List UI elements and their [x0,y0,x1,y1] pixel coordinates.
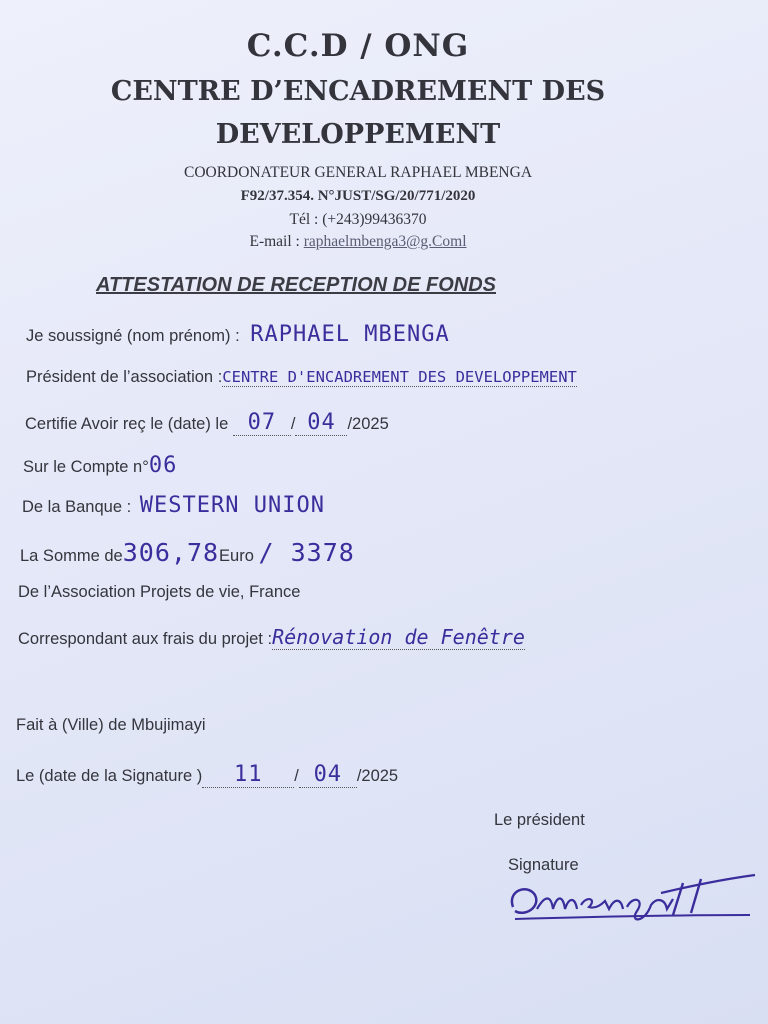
certify-day: 07 [233,410,291,436]
email-label: E-mail : [249,233,304,250]
project-value: Rénovation de Fenêtre [272,625,525,649]
sum-currency: Euro [219,547,254,565]
president-row [26,368,577,387]
email-line [0,233,716,251]
sum-label: La Somme de [20,547,123,565]
document-title: ATTESTATION DE RECEPTION DE FONDS [96,274,497,296]
project-label: Correspondant aux frais du projet : [18,630,273,648]
sign-date-row: Le (date de la Signature ) 11 / 04 /2025 [16,762,399,787]
sign-year: /2025 [356,767,399,785]
president-value: CENTRE D'ENCADREMENT DES DEVELOPPEMENT [222,368,577,386]
sign-date-label: Le (date de la Signature ) [16,767,203,785]
project-row [18,625,525,650]
org-name-line1: CENTRE D’ENCADREMENT DES [110,76,606,107]
account-label: Sur le Compte n° [23,458,149,476]
coordinator-line: COORDONATEUR GENERAL RAPHAEL MBENGA [183,164,533,181]
handwritten-signature [505,865,765,935]
made-in-line: Fait à (Ville) de Mbujimayi [16,716,206,734]
email-link[interactable]: raphaelmbenga3@g.Coml [303,233,467,250]
certify-year: /2025 [347,415,389,433]
certify-row: Certifie Avoir reç le (date) le 07 / 04 /2025 [25,410,389,435]
name-row [26,322,450,347]
bank-row [22,493,325,518]
org-name-line2: DEVELOPPEMENT [215,119,501,150]
phone-line: Tél : (+243)99436370 [289,211,427,228]
sum-value: 306,78 [122,538,220,567]
sign-month: 04 [299,762,357,788]
org-acronym: C.C.D / ONG [246,28,470,64]
account-row [23,453,177,478]
name-value: RAPHAEL MBENGA [250,322,450,347]
association-line: De l’Association Projets de vie, France [18,583,301,601]
president-label: Président de l’association : [26,368,223,386]
sign-day: 11 [202,762,294,788]
name-label: Je soussigné (nom prénom) : [26,327,240,345]
certify-label: Certifie Avoir reç le (date) le [25,415,229,433]
bank-value: WESTERN UNION [139,493,325,518]
signature-label: Signature [508,856,579,874]
sum-row [20,538,355,567]
sum-extra: / 3378 [258,538,355,567]
registration-number: F92/37.354. N°JUST/SG/20/771/2020 [240,188,476,204]
account-value: 06 [148,453,178,478]
certify-month: 04 [295,410,347,436]
bank-label: De la Banque : [22,498,132,516]
president-role: Le président [494,811,585,829]
